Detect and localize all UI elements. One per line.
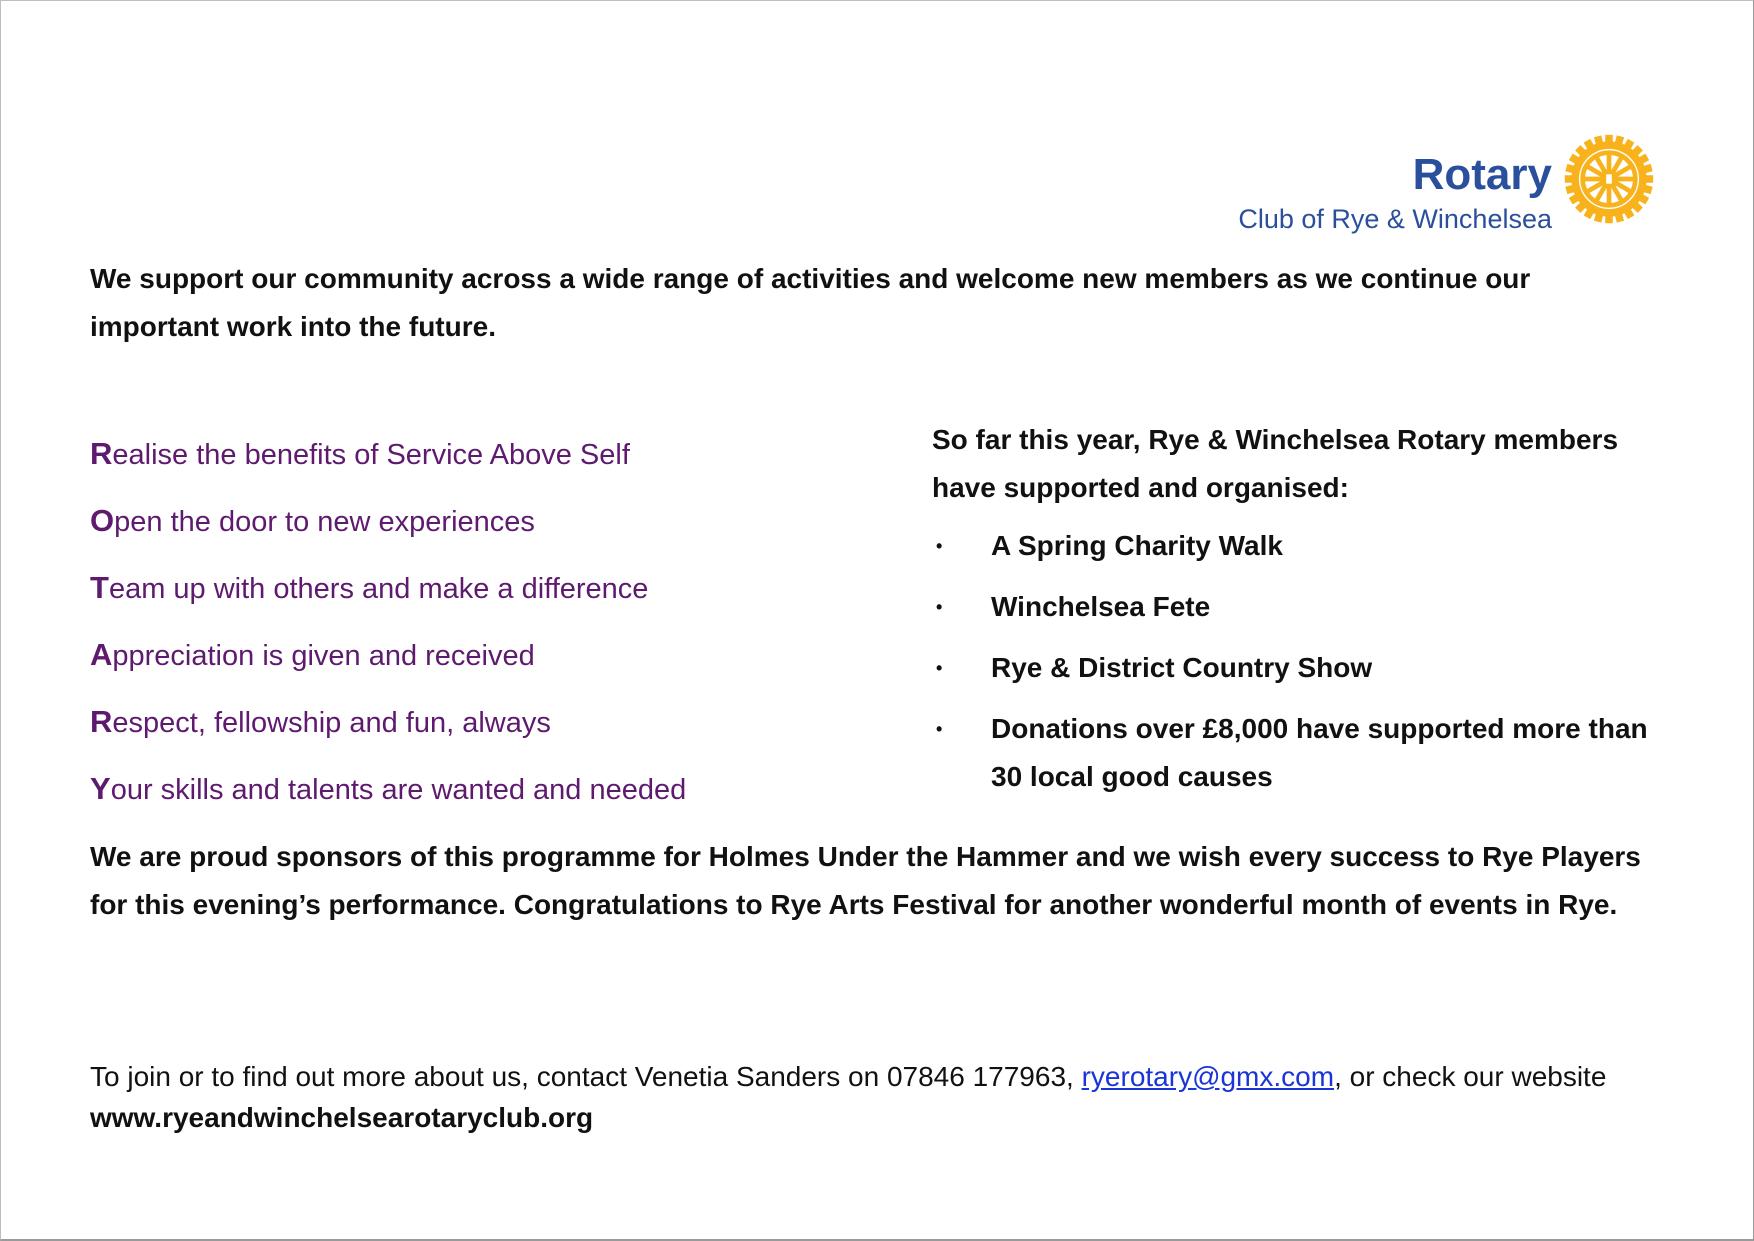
support-item (932, 644, 1652, 692)
bullet-icon: • (936, 719, 943, 739)
bullet-icon: • (936, 658, 943, 678)
acrostic-text: ppreciation is given and received (112, 640, 535, 672)
logo-brand: Rotary (1412, 150, 1552, 199)
acrostic-initial: T (90, 570, 109, 605)
support-item (932, 522, 1652, 570)
acrostic-item (90, 766, 686, 833)
acrostic-item (90, 431, 686, 498)
logo-subtitle: Club of Rye & Winchelsea (1238, 204, 1552, 234)
support-item-text: Rye & District Country Show (991, 652, 1373, 683)
support-item-text: Winchelsea Fete (991, 591, 1211, 622)
bullet-icon: • (936, 536, 943, 556)
rotary-acrostic-list (90, 431, 686, 833)
intro-paragraph: We support our community across a wide range of activities and welcome new members as we continue our important work into the future. (90, 263, 1531, 342)
acrostic-text: eam up with others and make a difference (108, 573, 649, 605)
acrostic-initial: R (90, 704, 113, 739)
acrostic-item (90, 565, 686, 632)
acrostic-item (90, 632, 686, 699)
website-text: www.ryeandwinchelsearotaryclub.org (90, 1102, 594, 1133)
support-item-text: Donations over £8,000 have supported more than 30 local good causes (991, 713, 1648, 792)
email-link[interactable]: ryerotary@gmx.com (1081, 1061, 1335, 1092)
sponsor-paragraph: We are proud sponsors of this programme for Holmes Under the Hammer and we wish every success to Rye Players for this evening’s performance. Congratulations to Rye Arts Festival for another wonderful month of events in Rye. (90, 841, 1641, 920)
support-item (932, 705, 1652, 801)
acrostic-text: our skills and talents are wanted and needed (110, 774, 687, 806)
support-heading: So far this year, Rye & Winchelsea Rotary members have supported and organised: (932, 424, 1619, 503)
acrostic-initial: A (90, 637, 113, 672)
support-list (932, 522, 1652, 801)
acrostic-initial: Y (90, 771, 111, 806)
support-item (932, 583, 1652, 631)
rotary-wheel-icon (1562, 132, 1656, 226)
acrostic-item (90, 699, 686, 766)
contact-paragraph (90, 1056, 1690, 1138)
support-section (932, 416, 1652, 814)
logo-text (1238, 130, 1552, 236)
support-item-text: A Spring Charity Walk (991, 530, 1283, 561)
contact-text-middle: , or check our website (1334, 1061, 1607, 1092)
bullet-icon: • (936, 597, 943, 617)
acrostic-text: pen the door to new experiences (114, 506, 535, 538)
acrostic-initial: R (90, 436, 113, 471)
acrostic-item (90, 498, 686, 565)
rotary-logo (1238, 130, 1656, 236)
contact-text: To join or to find out more about us, contact Venetia Sanders on 07846 177963, (90, 1061, 1082, 1092)
acrostic-text: ealise the benefits of Service Above Self (112, 439, 630, 471)
acrostic-text: espect, fellowship and fun, always (112, 707, 551, 739)
acrostic-initial: O (90, 503, 115, 538)
